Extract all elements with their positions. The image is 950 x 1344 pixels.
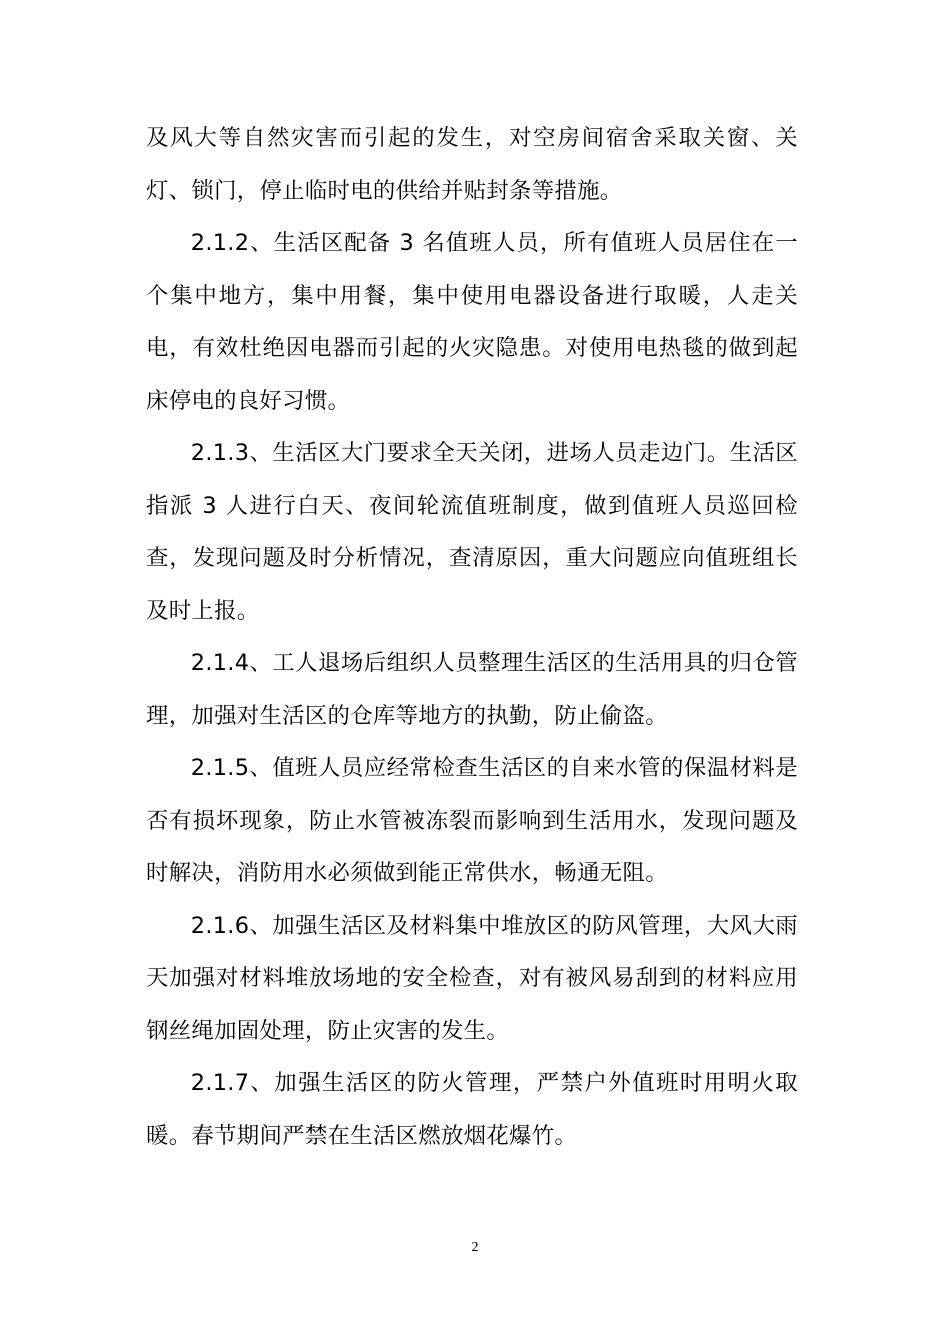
paragraph-2-1-4: 2.1.4、工人退场后组织人员整理生活区的生活用具的归仓管理，加强对生活区的仓库等地方的执勤，防止偷盗。 (146, 650, 798, 729)
paragraph-continuation: 及风大等自然灾害而引起的发生，对空房间宿舍采取关窗、关灯、锁门，停止临时电的供给并贴封条等措施。 (146, 125, 798, 204)
paragraph-2-1-2: 2.1.2、生活区配备 3 名值班人员，所有值班人员居住在一个集中地方，集中用餐，集中使用电器设备进行取暖，人走关电，有效杜绝因电器而引起的火灾隐患。对使用电热毯的做到起床停电的良好习惯。 (146, 230, 798, 414)
page-number: 2 (471, 1240, 479, 1255)
paragraph-2-1-5: 2.1.5、值班人员应经常检查生活区的自来水管的保温材料是否有损坏现象，防止水管被冻裂而影响到生活用水，发现问题及时解决，消防用水必须做到能正常供水，畅通无阻。 (146, 755, 798, 886)
document-body (146, 112, 798, 1162)
paragraph-2-1-3: 2.1.3、生活区大门要求全天关闭，进场人员走边门。生活区指派 3 人进行白天、夜间轮流值班制度，做到值班人员巡回检查，发现问题及时分析情况，查清原因，重大问题应向值班组长及时上报。 (146, 440, 798, 624)
paragraph-2-1-7: 2.1.7、加强生活区的防火管理，严禁户外值班时用明火取暖。春节期间严禁在生活区燃放烟花爆竹。 (146, 1070, 798, 1149)
paragraph-2-1-6: 2.1.6、加强生活区及材料集中堆放区的防风管理，大风大雨天加强对材料堆放场地的安全检查，对有被风易刮到的材料应用钢丝绳加固处理，防止灾害的发生。 (146, 912, 798, 1044)
